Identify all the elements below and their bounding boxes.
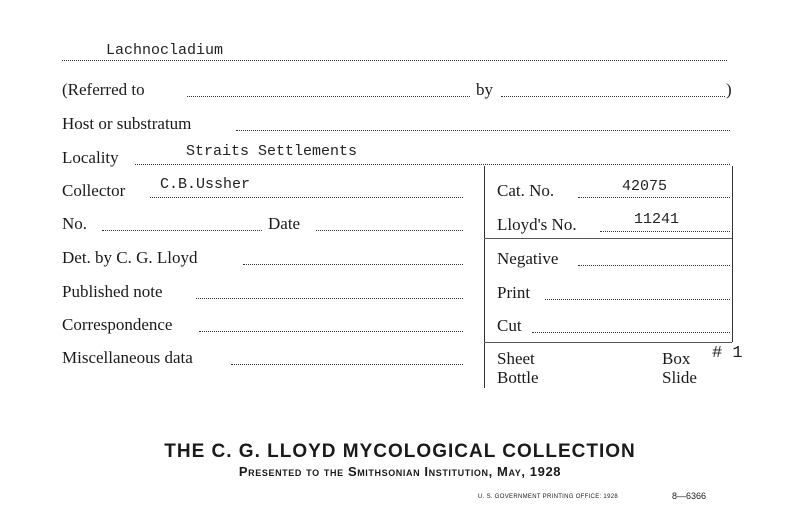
genus-value: Lachnocladium [106, 42, 224, 59]
referred-to-rule [187, 96, 470, 97]
print-rule [545, 299, 730, 300]
by-label: by [476, 80, 493, 99]
sheet-label: Sheet [497, 349, 535, 368]
det-by-rule [243, 264, 463, 265]
published-note-rule [196, 298, 463, 299]
date-rule [316, 230, 463, 231]
cut-rule [532, 332, 730, 333]
no-rule [102, 230, 262, 231]
host-label: Host or substratum [62, 114, 192, 133]
lloyds-no-value: 11241 [634, 211, 680, 228]
cat-no-label: Cat. No. [497, 181, 555, 200]
date-label: Date [268, 214, 301, 233]
negative-label: Negative [497, 249, 559, 268]
cat-no-rule [578, 197, 730, 198]
box-value: # 1 [712, 344, 743, 363]
published-note-label: Published note [62, 282, 163, 301]
cut-label: Cut [497, 316, 522, 335]
bottle-label: Bottle [497, 368, 539, 387]
box-bottom-rule [484, 342, 732, 343]
host-rule [236, 130, 730, 131]
collector-label: Collector [62, 181, 126, 200]
form-number: 8—6366 [672, 491, 707, 501]
correspondence-label: Correspondence [62, 315, 173, 334]
locality-rule [135, 164, 730, 165]
cat-no-value: 42075 [622, 178, 668, 195]
lloyds-no-underline [484, 238, 732, 239]
referred-to-label: (Referred to [62, 80, 145, 99]
collector-rule [150, 197, 463, 198]
collection-subtitle: Presented to the Smithsonian Institution, May, 1928 [238, 464, 562, 479]
collection-title: THE C. G. LLOYD MYCOLOGICAL COLLECTION [164, 441, 636, 462]
printer-imprint: U. S. GOVERNMENT PRINTING OFFICE: 1928 [478, 494, 618, 500]
locality-value: Straits Settlements [186, 143, 358, 160]
paren-close: ) [726, 80, 732, 99]
det-by-label: Det. by C. G. Lloyd [62, 248, 198, 267]
box-right-border [732, 166, 733, 342]
negative-rule [578, 265, 730, 266]
slide-label: Slide [662, 368, 697, 387]
locality-label: Locality [62, 148, 119, 167]
misc-data-rule [231, 364, 463, 365]
genus-rule [62, 60, 727, 61]
print-label: Print [497, 283, 531, 302]
box-label: Box [662, 349, 691, 368]
box-left-border [484, 166, 485, 388]
collector-value: C.B.Ussher [160, 176, 251, 193]
no-label: No. [62, 214, 88, 233]
correspondence-rule [199, 331, 463, 332]
lloyds-no-label: Lloyd's No. [497, 215, 577, 234]
lloyds-no-rule [600, 231, 730, 232]
by-rule [501, 96, 725, 97]
misc-data-label: Miscellaneous data [62, 348, 193, 367]
